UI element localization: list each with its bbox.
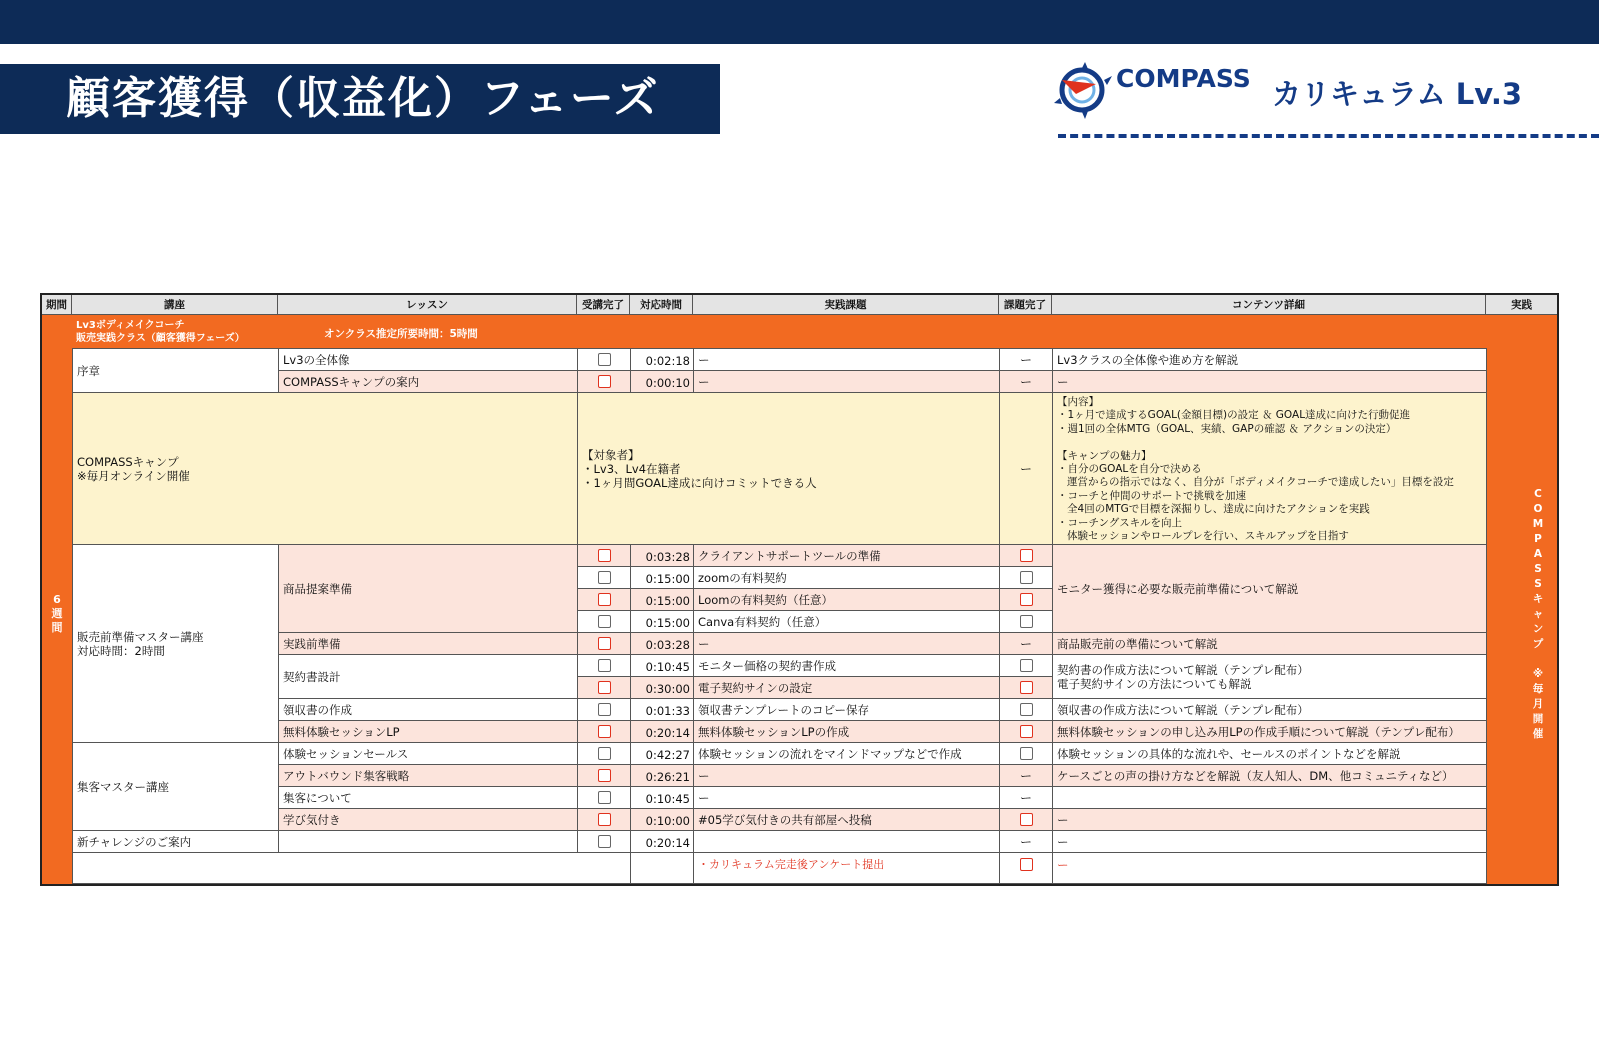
- time-cell: 0:15:00: [630, 588, 694, 611]
- lesson-cell: 無料体験セッションLP: [278, 720, 578, 743]
- completion-checkbox-cell: [577, 566, 631, 589]
- title-banner: [0, 64, 720, 134]
- task-cell: ー: [693, 348, 1000, 371]
- lesson-cell: 集客について: [278, 786, 578, 809]
- course-attract: 集客マスター講座: [72, 742, 279, 831]
- completion-checkbox-cell: [577, 786, 631, 809]
- detail-cell: 体験セッションの具体的な流れや、セールスのポイントなどを解説: [1052, 742, 1487, 765]
- time-cell: 0:42:27: [630, 742, 694, 765]
- detail-cell: ケースごとの声の掛け方などを解説（友人知人、DM、他コミュニティなど）: [1052, 764, 1487, 787]
- completion-checkbox-cell: [577, 544, 631, 567]
- detail-cell: ー: [1052, 370, 1487, 393]
- detail-cell: 無料体験セッションの申し込み用LPの作成手順について解説（テンプレ配布）: [1052, 720, 1487, 743]
- task-cell: 電子契約サインの設定: [693, 676, 1000, 699]
- completion-checkbox-cell: [577, 654, 631, 677]
- completion-checkbox[interactable]: [598, 353, 611, 366]
- header-task-done: 課題完了: [999, 295, 1052, 315]
- task-cell: [693, 830, 1000, 853]
- completion-checkbox[interactable]: [598, 375, 611, 388]
- task-done-checkbox-cell: [999, 676, 1053, 699]
- header-lesson: レッスン: [278, 295, 577, 315]
- time-cell: 0:10:00: [630, 808, 694, 831]
- section-band: [72, 316, 1557, 348]
- time-cell: 0:01:33: [630, 698, 694, 721]
- lesson-cell: COMPASSキャンプの案内: [278, 370, 578, 393]
- detail-cell: 商品販売前の準備について解説: [1052, 632, 1487, 655]
- time-cell: 0:20:14: [630, 720, 694, 743]
- completion-checkbox[interactable]: [598, 593, 611, 606]
- task-done-checkbox-cell: [999, 852, 1053, 884]
- task-done-checkbox-cell: [999, 742, 1053, 765]
- task-cell: Loomの有料契約（任意）: [693, 588, 1000, 611]
- lesson-cell: Lv3の全体像: [278, 348, 578, 371]
- detail-cell: ー: [1052, 808, 1487, 831]
- time-cell: 0:15:00: [630, 566, 694, 589]
- header-course: 講座: [72, 295, 278, 315]
- detail-product-prep: モニター獲得に必要な販売前準備について解説: [1052, 544, 1487, 633]
- task-done-checkbox[interactable]: [1020, 549, 1033, 562]
- task-done-cell: ー: [999, 764, 1053, 787]
- empty-cell: [72, 852, 631, 884]
- completion-checkbox-cell: [577, 610, 631, 633]
- task-cell: モニター価格の契約書作成: [693, 654, 1000, 677]
- time-cell: 0:20:14: [630, 830, 694, 853]
- completion-checkbox-cell: [577, 764, 631, 787]
- section-title: [76, 319, 245, 345]
- task-cell: 無料体験セッションLPの作成: [693, 720, 1000, 743]
- camp-target: 【対象者】 ・Lv3、Lv4在籍者 ・1ヶ月間GOAL達成に向けコミットできる人: [577, 392, 1000, 545]
- task-done-checkbox[interactable]: [1020, 813, 1033, 826]
- detail-cell: 領収書の作成方法について解説（テンプレ配布）: [1052, 698, 1487, 721]
- time-cell: 0:30:00: [630, 676, 694, 699]
- task-done-cell: ー: [999, 632, 1053, 655]
- task-done-cell: ー: [999, 348, 1053, 371]
- task-done-checkbox[interactable]: [1020, 858, 1033, 871]
- empty-time-cell: [630, 852, 694, 884]
- completion-checkbox-cell: [577, 588, 631, 611]
- header-period: 期間: [42, 295, 72, 315]
- task-cell: ー: [693, 786, 1000, 809]
- task-cell: クライアントサポートツールの準備: [693, 544, 1000, 567]
- time-cell: 0:26:21: [630, 764, 694, 787]
- task-done-checkbox[interactable]: [1020, 615, 1033, 628]
- section-time: オンクラス推定所要時間：5時間: [324, 328, 478, 340]
- curriculum-table: [40, 293, 1559, 886]
- course-intro: 序章: [72, 348, 279, 393]
- task-done-checkbox-cell: [999, 610, 1053, 633]
- task-done-checkbox-cell: [999, 720, 1053, 743]
- survey-task: ・カリキュラム完走後アンケート提出: [693, 852, 1000, 884]
- task-done-checkbox-cell: [999, 544, 1053, 567]
- lesson-product-prep: 商品提案準備: [278, 544, 578, 633]
- course-compass-camp: COMPASSキャンプ ※毎月オンライン開催: [72, 392, 578, 545]
- header-practice: 実践: [1486, 295, 1557, 315]
- top-bar: [0, 0, 1599, 44]
- completion-checkbox-cell: [577, 808, 631, 831]
- task-done-checkbox[interactable]: [1020, 681, 1033, 694]
- completion-checkbox[interactable]: [598, 681, 611, 694]
- logo-text: COMPASS: [1116, 64, 1251, 93]
- task-cell: #05学び気付きの共有部屋へ投稿: [693, 808, 1000, 831]
- completion-checkbox[interactable]: [598, 571, 611, 584]
- time-cell: 0:10:45: [630, 654, 694, 677]
- detail-contract: 契約書の作成方法について解説（テンプレ配布） 電子契約サインの方法についても解説: [1052, 654, 1487, 699]
- camp-detail: 【内容】 ・1ヶ月で達成するGOAL(金額目標)の設定 ＆ GOAL達成に向けた行動促進 ・週1回の全体MTG（GOAL、実績、GAPの確認 ＆ アクションの決定） 【キャンプの魅力】 ・自分のGOALを自分で決める 運営からの指示ではなく、自分が「ボディメイクコーチで達成したい」目標を設定 ・コーチと仲間のサポートで挑戦を加速 全4回のMTGで目標を深掘りし、達成に向けたアクションを実践 ・コーチングスキルを向上 体験セッションやロールプレを行い、スキルアップを目指す: [1052, 392, 1487, 545]
- task-done-checkbox[interactable]: [1020, 659, 1033, 672]
- time-cell: 0:15:00: [630, 610, 694, 633]
- lesson-cell: 実践前準備: [278, 632, 578, 655]
- task-done-checkbox-cell: [999, 588, 1053, 611]
- lesson-cell: アウトバウンド集客戦略: [278, 764, 578, 787]
- header-completed: 受講完了: [577, 295, 630, 315]
- completion-checkbox[interactable]: [598, 813, 611, 826]
- detail-cell: [1052, 786, 1487, 809]
- time-cell: 0:03:28: [630, 544, 694, 567]
- completion-checkbox[interactable]: [598, 637, 611, 650]
- lesson-cell: 体験セッションセールス: [278, 742, 578, 765]
- completion-checkbox[interactable]: [598, 791, 611, 804]
- task-cell: 領収書テンプレートのコピー保存: [693, 698, 1000, 721]
- completion-checkbox[interactable]: [598, 725, 611, 738]
- period-label: 6 週 間: [51, 593, 63, 634]
- header-content-detail: コンテンツ詳細: [1052, 295, 1486, 315]
- completion-checkbox[interactable]: [598, 703, 611, 716]
- task-done-checkbox-cell: [999, 566, 1053, 589]
- completion-checkbox[interactable]: [598, 659, 611, 672]
- course-presale: 販売前準備マスター講座 対応時間：2時間: [72, 544, 279, 743]
- task-done-cell: ー: [999, 830, 1053, 853]
- course-new-challenge: 新チャレンジのご案内: [72, 830, 279, 853]
- lesson-cell: 領収書の作成: [278, 698, 578, 721]
- task-done-checkbox[interactable]: [1020, 725, 1033, 738]
- task-done-checkbox-cell: [999, 698, 1053, 721]
- task-done-checkbox-cell: [999, 654, 1053, 677]
- completion-checkbox[interactable]: [598, 769, 611, 782]
- time-cell: 0:03:28: [630, 632, 694, 655]
- time-cell: 0:02:18: [630, 348, 694, 371]
- task-done-checkbox-cell: [999, 808, 1053, 831]
- completion-checkbox-cell: [577, 676, 631, 699]
- compass-camp-side-label: C O M P A S S キ ャ ン プ ※ 毎 月 開 催: [1532, 488, 1544, 740]
- lesson-cell: 学び気付き: [278, 808, 578, 831]
- task-cell: zoomの有料契約: [693, 566, 1000, 589]
- completion-checkbox[interactable]: [598, 615, 611, 628]
- task-done-cell: ー: [999, 392, 1053, 545]
- completion-checkbox-cell: [577, 742, 631, 765]
- completion-checkbox-cell: [577, 370, 631, 393]
- task-cell: 体験セッションの流れをマインドマップなどで作成: [693, 742, 1000, 765]
- task-cell: ー: [693, 764, 1000, 787]
- dashed-divider: [1058, 134, 1599, 138]
- time-cell: 0:10:45: [630, 786, 694, 809]
- header-time: 対応時間: [630, 295, 693, 315]
- header-task: 実践課題: [693, 295, 999, 315]
- completion-checkbox-cell: [577, 698, 631, 721]
- compass-icon: [1052, 58, 1116, 122]
- time-cell: 0:00:10: [630, 370, 694, 393]
- completion-checkbox[interactable]: [598, 747, 611, 760]
- completion-checkbox[interactable]: [598, 835, 611, 848]
- section-title-line-1: Lv3ボディメイクコーチ: [76, 320, 185, 331]
- task-done-checkbox[interactable]: [1020, 747, 1033, 760]
- page-title: 顧客獲得（収益化）フェーズ: [66, 73, 660, 124]
- completion-checkbox-cell: [577, 720, 631, 743]
- completion-checkbox-cell: [577, 348, 631, 371]
- detail-cell: Lv3クラスの全体像や進め方を解説: [1052, 348, 1487, 371]
- lesson-cell: [278, 830, 578, 853]
- task-cell: Canva有料契約（任意）: [693, 610, 1000, 633]
- lesson-contract: 契約書設計: [278, 654, 578, 699]
- task-cell: ー: [693, 370, 1000, 393]
- survey-detail: ー: [1052, 852, 1487, 884]
- completion-checkbox-cell: [577, 830, 631, 853]
- task-done-checkbox[interactable]: [1020, 571, 1033, 584]
- compass-logo: [1052, 58, 1262, 122]
- task-done-cell: ー: [999, 786, 1053, 809]
- curriculum-label: カリキュラム Lv.3: [1272, 77, 1523, 111]
- task-done-checkbox[interactable]: [1020, 593, 1033, 606]
- completion-checkbox[interactable]: [598, 549, 611, 562]
- task-done-cell: ー: [999, 370, 1053, 393]
- task-cell: ー: [693, 632, 1000, 655]
- completion-checkbox-cell: [577, 632, 631, 655]
- section-title-line-2: 販売実践クラス（顧客獲得フェーズ）: [76, 333, 245, 344]
- task-done-checkbox[interactable]: [1020, 703, 1033, 716]
- detail-cell: ー: [1052, 830, 1487, 853]
